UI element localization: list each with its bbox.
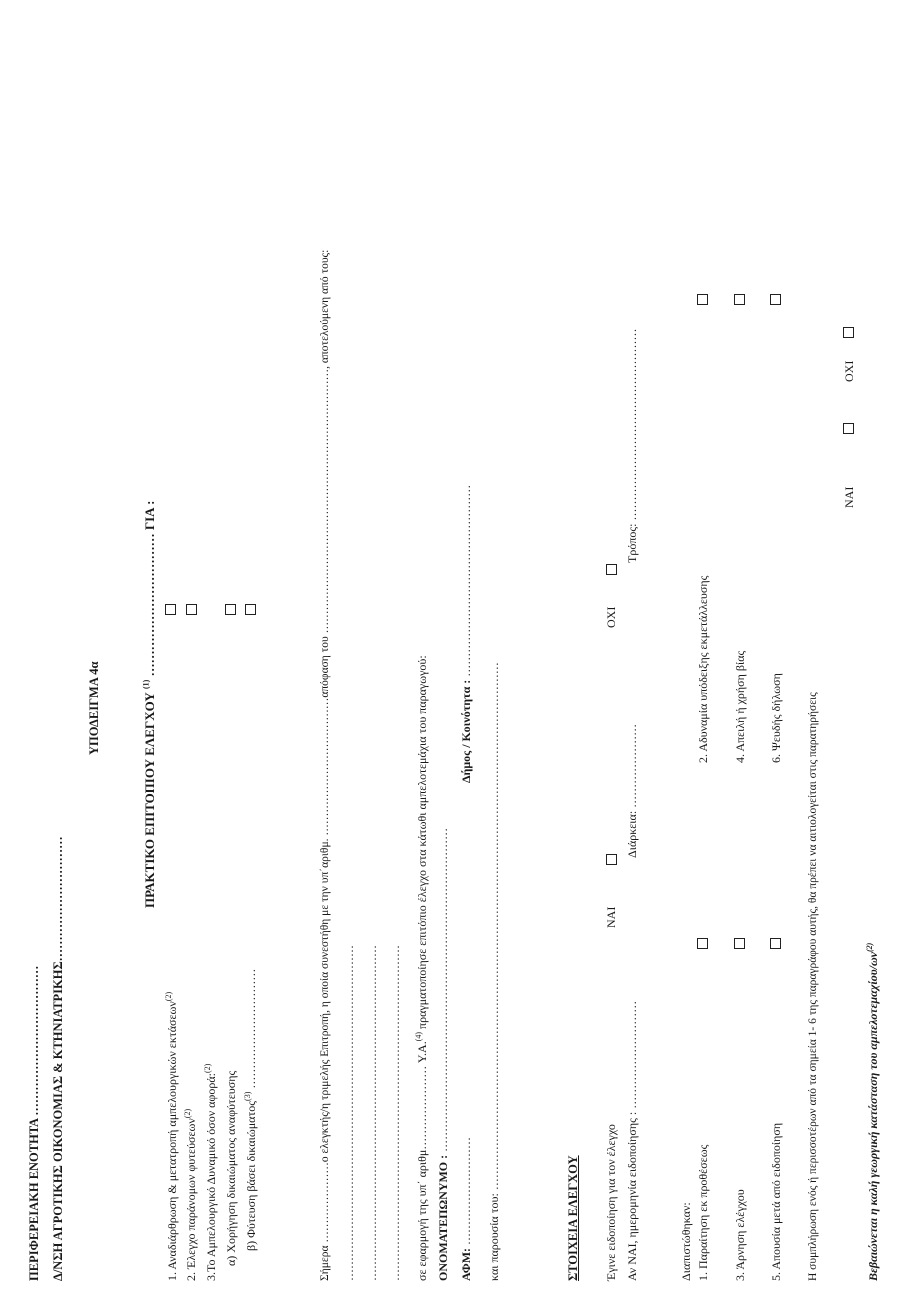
confirm-no-label: ΟΧΙ: [842, 360, 856, 382]
finding-5: 5. Απουσία μετά από ειδοποίηση: [769, 1122, 783, 1281]
notification-method[interactable]: Τρόπος: …………………………………………: [625, 328, 639, 563]
committee-member-line-1: …………………………………………………………………………: [342, 945, 356, 1281]
purpose-3a: α) Χορήγηση δικαιώματος αναφύτευσης: [224, 1070, 238, 1266]
finding-4-checkbox[interactable]: [734, 294, 745, 305]
header-directorate: Δ/ΝΣΗ ΑΓΡΟΤΙΚΗΣ ΟΙΚΟΝΟΜΙΑΣ & ΚΤΗΝΙΑΤΡΙΚΗΣ…………………………: [51, 836, 65, 1281]
purpose-1: 1. Αναδιάρθρωση & μετατροπή αμπελουργικών εκτάσεων$^{(2)}$: [164, 991, 179, 1281]
confirm-yes-checkbox[interactable]: [843, 423, 854, 434]
committee-member-line-2: …………………………………………………………………………: [365, 945, 379, 1281]
committee-member-line-3: …………………………………………………………………………: [388, 945, 402, 1281]
fullname-field[interactable]: ………………………………………………………………………: [436, 827, 450, 1152]
finding-6: 6. Ψευδής δήλωση: [769, 673, 783, 763]
notified-yes-label: ΝΑΙ: [604, 906, 618, 928]
purpose-2: 2. Έλεγχο παράνομων φυτεύσεων$^{(2)}$: [183, 1108, 198, 1281]
purpose-1-checkbox[interactable]: [165, 604, 176, 615]
notified-yes-checkbox[interactable]: [606, 854, 617, 865]
form-title-suffix: …………………………… ΓΙΑ :: [142, 500, 157, 677]
notified-label: Έγινε ειδοποίηση για τον έλεγχο: [604, 1124, 618, 1281]
confirm-yes-label: ΝΑΙ: [842, 486, 856, 508]
notified-no-label: ΟΧΙ: [604, 606, 618, 628]
header-region: ΠΕΡΙΦΕΡΕΙΑΚΗ ΕΝΟΤΗΤΑ ………………………………: [27, 965, 41, 1281]
afm-row: [460, 1137, 472, 1281]
finding-2: 2. Αδυναμία υπόδειξης εκμετάλλευσης: [696, 575, 710, 763]
presence-line: και παρουσία του: ……………………………………………………………………………………………………………………: [487, 662, 501, 1281]
finding-4: 4. Απειλή ή χρήση βίας: [733, 650, 747, 763]
finding-2-checkbox[interactable]: [697, 294, 708, 305]
purpose-3a-checkbox[interactable]: [225, 604, 236, 615]
municipality-label: Δήμος / Κοινότητα :: [459, 679, 473, 783]
finding-1-checkbox[interactable]: [697, 938, 708, 949]
finding-3: 3. Άρνηση ελέγχου: [733, 1189, 747, 1281]
notified-no-checkbox[interactable]: [606, 564, 617, 575]
control-heading: ΣΤΟΙΧΕΙΑ ΕΛΕΓΧΟΥ: [566, 1155, 580, 1281]
municipality-row: [460, 485, 472, 783]
fullname-label: ΟΝΟΜΑΤΕΠΩΝΥΜΟ :: [436, 1154, 450, 1281]
form-title-sup: (1): [141, 679, 151, 689]
afm-field[interactable]: ………………………: [459, 1136, 473, 1245]
findings-note: Η συμπλήρωση ενός ή περισσοτέρων από τα σημεία 1- 6 της παραγράφου αυτής, θα πρέπει να αιτιολογείται στις παρατηρήσεις: [807, 692, 819, 1281]
form-title: [143, 501, 156, 908]
afm-label: ΑΦΜ:: [459, 1247, 473, 1281]
finding-5-checkbox[interactable]: [770, 938, 781, 949]
municipality-field[interactable]: …………………………………………: [459, 484, 473, 677]
purpose-3b-checkbox[interactable]: [245, 604, 256, 615]
confirm-statement: Βεβαιώνεται η καλή γεωργική κατάσταση του αμπελοτεμαχίου/$\omega\nu^{(2)}$: [865, 942, 880, 1281]
purpose-3: 3.Το Αμπελουργικό Δυναμικό όσον αφορά:$^{(2)}$: [203, 1063, 218, 1281]
form-title-text: ΠΡΑΚΤΙΚΟ ΕΠΙΤΟΠΙΟΥ ΕΛΕΓΧΟΥ: [142, 692, 157, 908]
form-code: ΥΠΟΔΕΙΓΜΑ 4α: [87, 661, 101, 755]
fullname-row: [437, 828, 449, 1281]
purpose-3b: β) Φύτευση βάσει δικαιώματος$^{(3)}$ …………………………: [243, 968, 258, 1251]
today-line: Σήμερα …………………ο ελεγκτής/η τριμελής Επιτροπή, η οποία συνεστήθη με την υπ΄αριθμ. ………………………………απόφαση του ……………………………………………………………, αποτελούμενη από τους:: [319, 249, 331, 1281]
finding-1: 1. Παραίτηση εκ προθέσεως: [696, 1144, 710, 1281]
finding-6-checkbox[interactable]: [770, 294, 781, 305]
finding-3-checkbox[interactable]: [734, 938, 745, 949]
notification-duration[interactable]: Διάρκεια: …………………: [625, 723, 639, 858]
apply-line: σε εφαρμογή της υπ΄ αριθμ………………… Υ.Α.$^{(4)}$ πραγματοποίησε επιτόπιο έλεγχο στα κάτωθι αμπελοτεμάχια του παραγωγού:: [414, 655, 429, 1281]
findings-label: Διαπιστώθηκαν:: [679, 1202, 693, 1281]
confirm-no-checkbox[interactable]: [843, 327, 854, 338]
purpose-2-checkbox[interactable]: [186, 604, 197, 615]
notification-date[interactable]: Αν ΝΑΙ, ημερομηνία ειδοποίησης : ………………………: [625, 1000, 639, 1281]
